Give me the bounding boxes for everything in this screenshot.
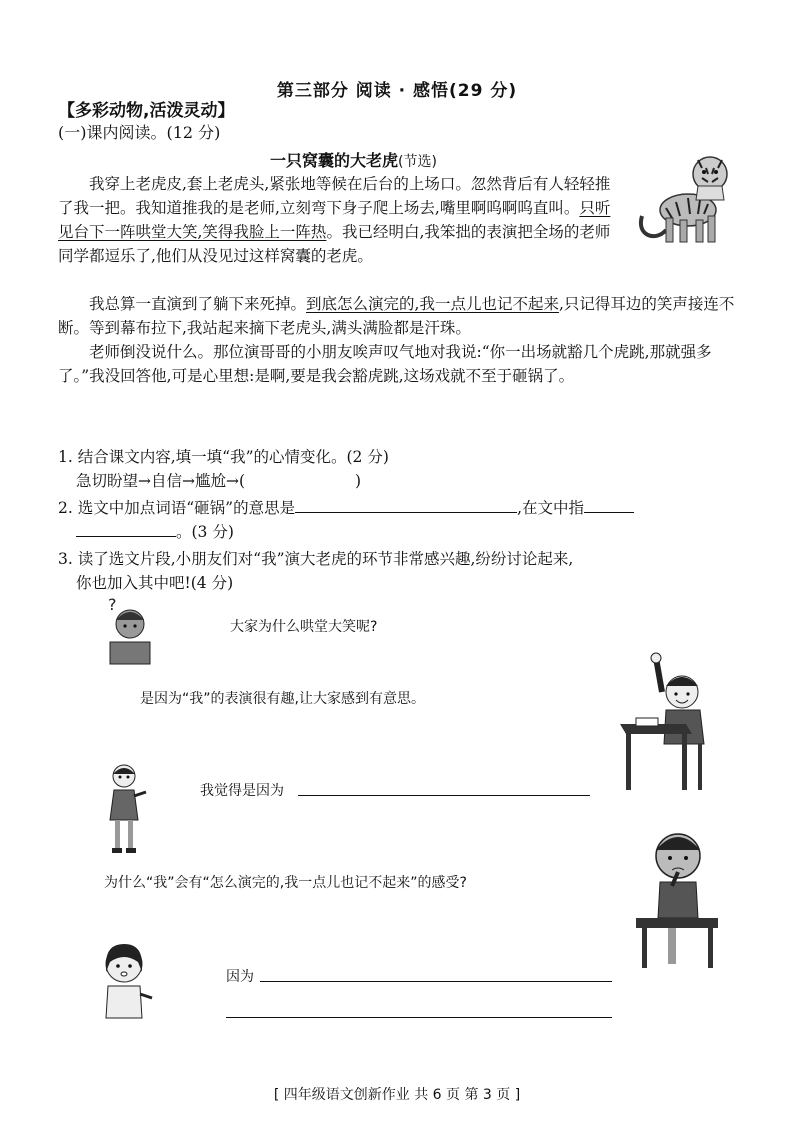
passage-p2-text: 我总算一直演到了躺下来死掉。 <box>89 295 307 313</box>
hand-raising-kid-illustration <box>616 652 716 794</box>
question-2-text: 2. 选文中加点词语“砸锅”的意思是 <box>58 499 296 517</box>
question-2-score: 。(3 分) <box>176 523 234 541</box>
svg-text:?: ? <box>108 595 117 614</box>
answer-3-line-2[interactable] <box>226 1016 612 1018</box>
thinking-kid-illustration <box>104 596 156 666</box>
subsection-title: (一)课内阅读。(12 分) <box>58 123 221 142</box>
section-title: 【多彩动物,活泼灵动】 <box>58 101 235 121</box>
passage-p1-rest: 。我已经明白,我笨拙的表演把全场的老师同学都逗乐了,他们从没见过这样窝囊的老虎。 <box>58 223 611 265</box>
passage-p2-rest: ,只记得耳边的笑声接连不断。等到幕布拉下,我站起来摘下老虎头,满头满脸都是汗珠。 <box>58 295 735 337</box>
passage-paragraph-3: 老师倒没说什么。那位演哥哥的小朋友唉声叹气地对我说:“你一出场就豁几个虎跳,那就强多了。”我没回答他,可是心里想:是啊,要是我会豁虎跳,这场戏就不至于砸锅了。 <box>58 343 712 385</box>
underlined-sentence-2: 到底怎么演完的,我一点儿也记不起来 <box>306 295 559 313</box>
discussion-answer-3-prefix: 因为 <box>226 969 254 985</box>
question-1-chain <box>76 470 361 492</box>
discussion-ask-2: 为什么“我”会有“怎么演完的,我一点儿也记不起来”的感受? <box>104 875 467 891</box>
discussion-answer-2-prefix: 我觉得是因为 <box>200 783 284 799</box>
answer-3-line-1[interactable] <box>260 980 612 982</box>
passage-title-text: 一只窝囊的大老虎 <box>270 151 399 170</box>
pondering-kid-illustration <box>632 822 722 972</box>
passage-body-bottom <box>58 292 744 388</box>
short-hair-girl-illustration <box>96 940 156 1020</box>
page-footer: [ 四年级语文创新作业 共 6 页 第 3 页 ] <box>273 1087 521 1103</box>
discussion-answer-1: 是因为“我”的表演很有趣,让大家感到有意思。 <box>140 691 425 707</box>
passage-title-note: (节选) <box>398 154 437 170</box>
tiger-illustration <box>636 146 740 250</box>
context-answer-blank-2[interactable] <box>76 520 176 537</box>
passage-p1-text: 我穿上老虎皮,套上老虎头,紧张地等候在后台的上场口。忽然背后有人轻轻推了我一把。我知道推我的是老师,立刻弯下身子爬上场去,嘴里啊呜啊呜直叫。 <box>58 175 611 217</box>
girl-kid-illustration <box>100 762 150 858</box>
passage-title <box>270 148 437 171</box>
context-answer-blank-1[interactable] <box>584 496 634 513</box>
mood-chain-close: ) <box>355 472 362 490</box>
question-3-cont: 你也加入其中吧!(4 分) <box>76 574 234 592</box>
answer-2-line[interactable] <box>298 794 590 796</box>
discussion-ask-1: 大家为什么哄堂大笑呢? <box>230 619 378 635</box>
passage-paragraph-1 <box>58 172 618 268</box>
question-2 <box>58 496 634 519</box>
underlined-sentence-1: 只听见台下一阵哄堂大笑,笑得我脸上一阵热 <box>58 199 611 241</box>
question-3: 3. 读了选文片段,小朋友们对“我”演大老虎的环节非常感兴趣,纷纷讨论起来, <box>58 550 574 568</box>
passage-body-top <box>58 172 618 268</box>
question-1: 1. 结合课文内容,填一填“我”的心情变化。(2 分) <box>58 448 389 466</box>
meaning-answer-blank[interactable] <box>295 496 517 513</box>
part-title: 第三部分 阅读 · 感悟(29 分) <box>276 81 518 101</box>
mood-chain: 急切盼望→自信→尴尬→( <box>76 472 246 490</box>
question-2-cont <box>76 520 234 543</box>
passage-paragraph-2 <box>58 292 744 340</box>
mood-answer-blank[interactable] <box>245 470 355 486</box>
question-2-middle: ,在文中指 <box>517 499 585 517</box>
